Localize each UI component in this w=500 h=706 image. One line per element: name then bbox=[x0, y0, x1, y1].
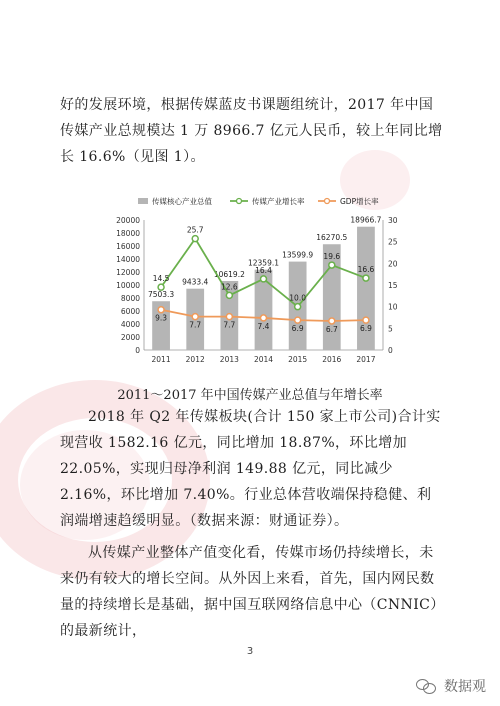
x-tick-label: 2011 bbox=[151, 355, 171, 364]
media-growth-value-label: 14.5 bbox=[152, 274, 170, 284]
bar-value-label: 18966.7 bbox=[350, 215, 382, 225]
legend-marker-gdp bbox=[325, 199, 330, 204]
y-right-tick-label: 0 bbox=[388, 346, 393, 355]
y-left-tick-label: 0 bbox=[135, 346, 140, 355]
y-right-tick-label: 10 bbox=[388, 302, 398, 312]
gdp-growth-point bbox=[329, 318, 335, 324]
chart-svg bbox=[108, 192, 408, 382]
y-left-tick-label: 2000 bbox=[120, 333, 140, 342]
media-growth-point bbox=[329, 262, 335, 268]
bar-value-label: 13599.9 bbox=[282, 250, 314, 260]
media-growth-value-label: 25.7 bbox=[186, 225, 204, 235]
media-growth-value-label: 16.6 bbox=[357, 265, 375, 275]
y-right-tick-label: 25 bbox=[388, 237, 398, 247]
bar-value-label: 7503.3 bbox=[147, 290, 175, 300]
gdp-growth-point bbox=[295, 317, 301, 323]
gdp-growth-value-label: 7.7 bbox=[223, 320, 236, 330]
gdp-growth-point bbox=[158, 307, 164, 313]
y-left-tick-label: 4000 bbox=[120, 320, 140, 329]
wechat-icon bbox=[416, 678, 438, 694]
x-tick-label: 2013 bbox=[219, 355, 239, 364]
x-tick-label: 2014 bbox=[253, 355, 274, 364]
legend-label-media-growth: 传媒产业增长率 bbox=[252, 197, 305, 206]
y-left-tick-label: 20000 bbox=[116, 216, 140, 225]
bar-value-label: 16270.5 bbox=[316, 233, 348, 243]
media-growth-value-label: 19.6 bbox=[323, 252, 341, 262]
media-growth-point bbox=[226, 292, 232, 298]
page-number: 3 bbox=[246, 646, 254, 657]
media-growth-value-label: 12.6 bbox=[221, 282, 238, 292]
source-badge bbox=[416, 676, 486, 696]
legend-marker-media-growth bbox=[237, 199, 242, 204]
gdp-growth-point bbox=[261, 315, 267, 321]
gdp-growth-value-label: 6.9 bbox=[359, 324, 372, 334]
x-tick-label: 2016 bbox=[322, 355, 342, 364]
y-left-tick-label: 8000 bbox=[120, 294, 140, 303]
paragraph-1: 好的发展环境，根据传媒蓝皮书课题组统计，2017 年中国传媒产业总规模达 1 万 8966.7 亿元人民币，较上年同比增长 16.6%（见图 1）。 bbox=[60, 97, 443, 165]
gdp-growth-value-label: 7.4 bbox=[257, 321, 270, 331]
y-right-tick-label: 30 bbox=[388, 216, 398, 225]
media-growth-point bbox=[295, 304, 301, 310]
gdp-growth-value-label: 6.9 bbox=[291, 324, 304, 334]
bar-value-label: 12359.1 bbox=[247, 258, 280, 268]
legend-label-core-value: 传媒核心产业总值 bbox=[152, 197, 212, 206]
bar-value-label: 10619.2 bbox=[213, 269, 245, 279]
y-left-tick-label: 6000 bbox=[120, 307, 140, 316]
gdp-growth-value-label: 6.7 bbox=[325, 324, 338, 334]
chart bbox=[108, 192, 408, 382]
media-growth-point bbox=[363, 275, 369, 281]
y-left-tick-label: 10000 bbox=[116, 281, 140, 290]
source-label: 数据观 bbox=[444, 679, 486, 695]
y-right-tick-label: 15 bbox=[388, 281, 398, 290]
gdp-growth-point bbox=[226, 314, 232, 320]
chart-caption: 2011～2017 年中国传媒产业总值与年增长率 bbox=[117, 388, 383, 403]
gdp-growth-point bbox=[363, 317, 369, 323]
paragraph-2: 2018 年 Q2 年传媒板块(合计 150 家上市公司)合计实现营收 1582.16 亿元，同比增加 18.87%，环比增加 22.05%，实现归母净利润 149.88 亿元，同比减少 2.16%，环比增加 7.40%。行业总体营收端保持稳健、利润端增速趋缓明显。（数据来源：财通证券）。 bbox=[60, 409, 441, 529]
x-tick-label: 2015 bbox=[288, 355, 308, 364]
y-right-tick-label: 5 bbox=[388, 324, 393, 334]
paragraph-3: 从传媒产业整体产值变化看，传媒市场仍持续增长，未来仍有较大的增长空间。从外因上来看，首先，国内网民数量的持续增长是基础，据中国互联网络信息中心（CNNIC）的最新统计， bbox=[60, 545, 445, 639]
gdp-growth-value-label: 7.7 bbox=[189, 320, 202, 330]
bar-value-label: 9433.4 bbox=[182, 277, 209, 287]
y-left-tick-label: 16000 bbox=[116, 242, 140, 251]
x-tick-label: 2017 bbox=[356, 355, 376, 364]
y-left-tick-label: 14000 bbox=[116, 255, 140, 264]
legend-label-gdp: GDP增长率 bbox=[340, 197, 379, 206]
gdp-growth-point bbox=[192, 314, 198, 320]
media-growth-point bbox=[192, 236, 198, 242]
y-left-tick-label: 12000 bbox=[116, 268, 140, 277]
x-tick-label: 2012 bbox=[185, 355, 205, 364]
media-growth-value-label: 10.0 bbox=[289, 293, 306, 303]
gdp-growth-value-label: 9.3 bbox=[155, 313, 168, 323]
y-left-tick-label: 18000 bbox=[116, 229, 140, 238]
media-growth-value-label: 16.4 bbox=[255, 265, 272, 275]
legend-swatch-bar bbox=[138, 198, 148, 204]
media-growth-point bbox=[261, 276, 267, 282]
y-right-tick-label: 20 bbox=[388, 259, 398, 269]
media-growth-point bbox=[158, 284, 164, 290]
